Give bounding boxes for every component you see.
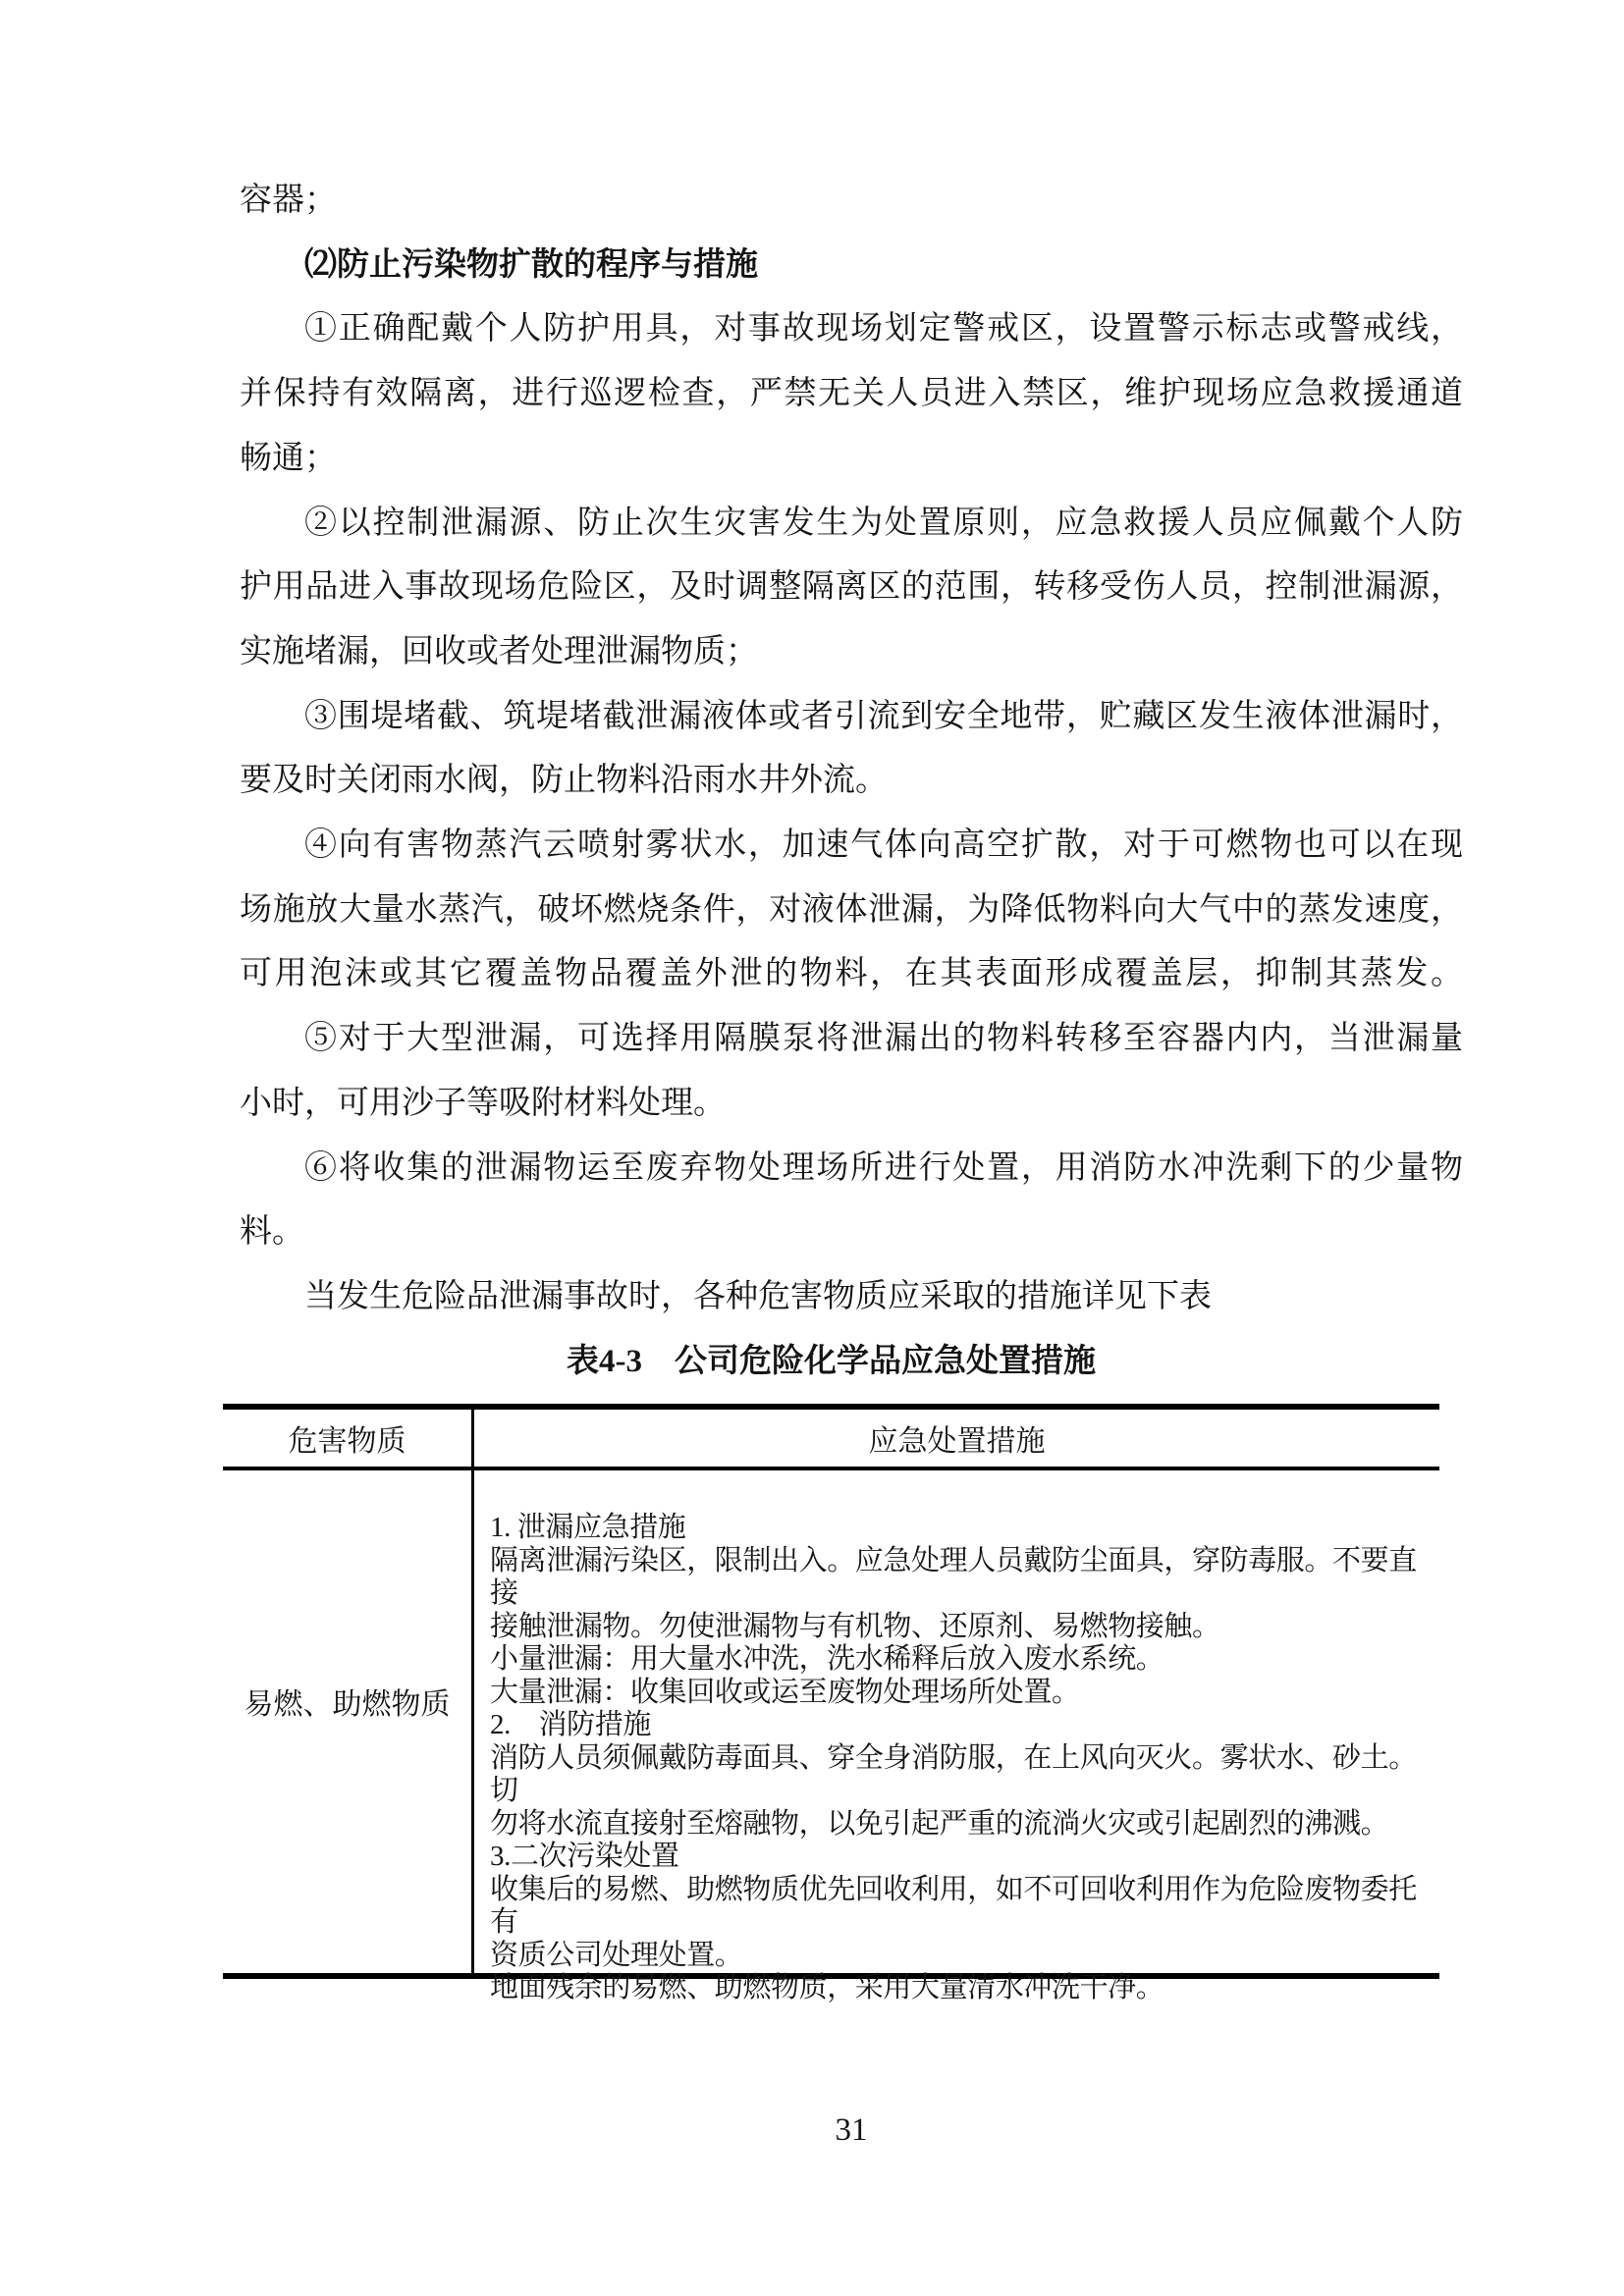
body-line: 并保持有效隔离，进行巡逻检查，严禁无关人员进入禁区，维护现场应急救援通道 [240,376,1463,412]
table-title: 表4-3 公司危险化学品应急处置措施 [567,1344,1096,1379]
measure-line: 大量泄漏：收集回收或运至废物处理场所处置。 [490,1676,1080,1708]
measure-line: 3.二次污染处置 [490,1841,679,1872]
measure-line: 勿将水流直接射至熔融物，以免引起严重的流淌火灾或引起剧烈的沸溅。 [490,1807,1389,1840]
measure-line: 1. 泄漏应急措施 [490,1512,686,1543]
body-line: ⑤对于大型泄漏，可选择用隔膜泵将泄漏出的物料转移至容器内内，当泄漏量 [304,1021,1463,1057]
body-line: 场施放大量水蒸汽，破坏燃烧条件，对液体泄漏，为降低物料向大气中的蒸发速度， [240,891,1463,928]
measure-line: 地面残余的易燃、助燃物质，采用大量清水冲洗干净。 [490,1972,1164,2003]
body-line: 当发生危险品泄漏事故时，各种危害物质应采取的措施详见下表 [304,1278,1212,1314]
measure-line: 资质公司处理处置。 [490,1939,743,1971]
body-line: 护用品进入事故现场危险区，及时调整隔离区的范围，转移受伤人员，控制泄漏源， [240,569,1463,606]
table-header-measures: 应急处置措施 [868,1425,1046,1458]
measure-line: 收集后的易燃、助燃物质优先回收利用，如不可回收利用作为危险废物委托有 [490,1873,1417,1938]
table-header-substance: 危害物质 [223,1410,474,1467]
body-line: 小时，可用沙子等吸附材料处理。 [240,1085,726,1121]
body-line: 料。 [240,1214,304,1251]
hazard-table [223,1404,1439,2003]
body-line: 可用泡沫或其它覆盖物品覆盖外泄的物料，在其表面形成覆盖层，抑制其蒸发。 [240,956,1463,992]
table-cell-substance: 易燃、助燃物质 [223,1470,474,1973]
measure-line: 隔离泄漏污染区，限制出入。应急处理人员戴防尘面具，穿防毒服。不要直接 [490,1544,1417,1609]
body-line: ③围堤堵截、筑堤堵截泄漏液体或者引流到安全地带，贮藏区发生液体泄漏时， [304,698,1463,734]
body-line: ②以控制泄漏源、防止次生灾害发生为处置原则，应急救援人员应佩戴个人防 [304,505,1463,541]
body-line: 容器； [240,183,337,218]
body-line: 要及时关闭雨水阀，防止物料沿雨水井外流。 [240,763,888,799]
body-line: 实施堵漏，回收或者处理泄漏物质； [240,633,758,669]
measure-line: 消防人员须佩戴防毒面具、穿全身消防服，在上风向灭火。雾状水、砂土。切 [490,1741,1417,1806]
body-line: ⑥将收集的泄漏物运至废弃物处理场所进行处置，用消防水冲洗剩下的少量物 [304,1149,1463,1186]
measure-line: 接触泄漏物。勿使泄漏物与有机物、还原剂、易燃物接触。 [490,1610,1220,1642]
table-header-row [223,1410,1439,1470]
table-body-row [223,1470,1439,2003]
body-line: 畅通； [240,440,337,476]
table-cell-measures [474,1470,1439,2003]
body-line: ④向有害物蒸汽云喷射雾状水，加速气体向高空扩散，对于可燃物也可以在现 [304,828,1463,864]
body-text [240,169,1463,1330]
page-number: 31 [835,2112,868,2148]
measure-line: 2. 消防措施 [490,1709,651,1740]
measure-line: 小量泄漏：用大量水冲洗，洗水稀释后放入废水系统。 [490,1643,1164,1675]
body-line: ⑵防止污染物扩散的程序与措施 [304,246,758,283]
body-line: ①正确配戴个人防护用具，对事故现场划定警戒区，设置警示标志或警戒线， [304,311,1463,347]
